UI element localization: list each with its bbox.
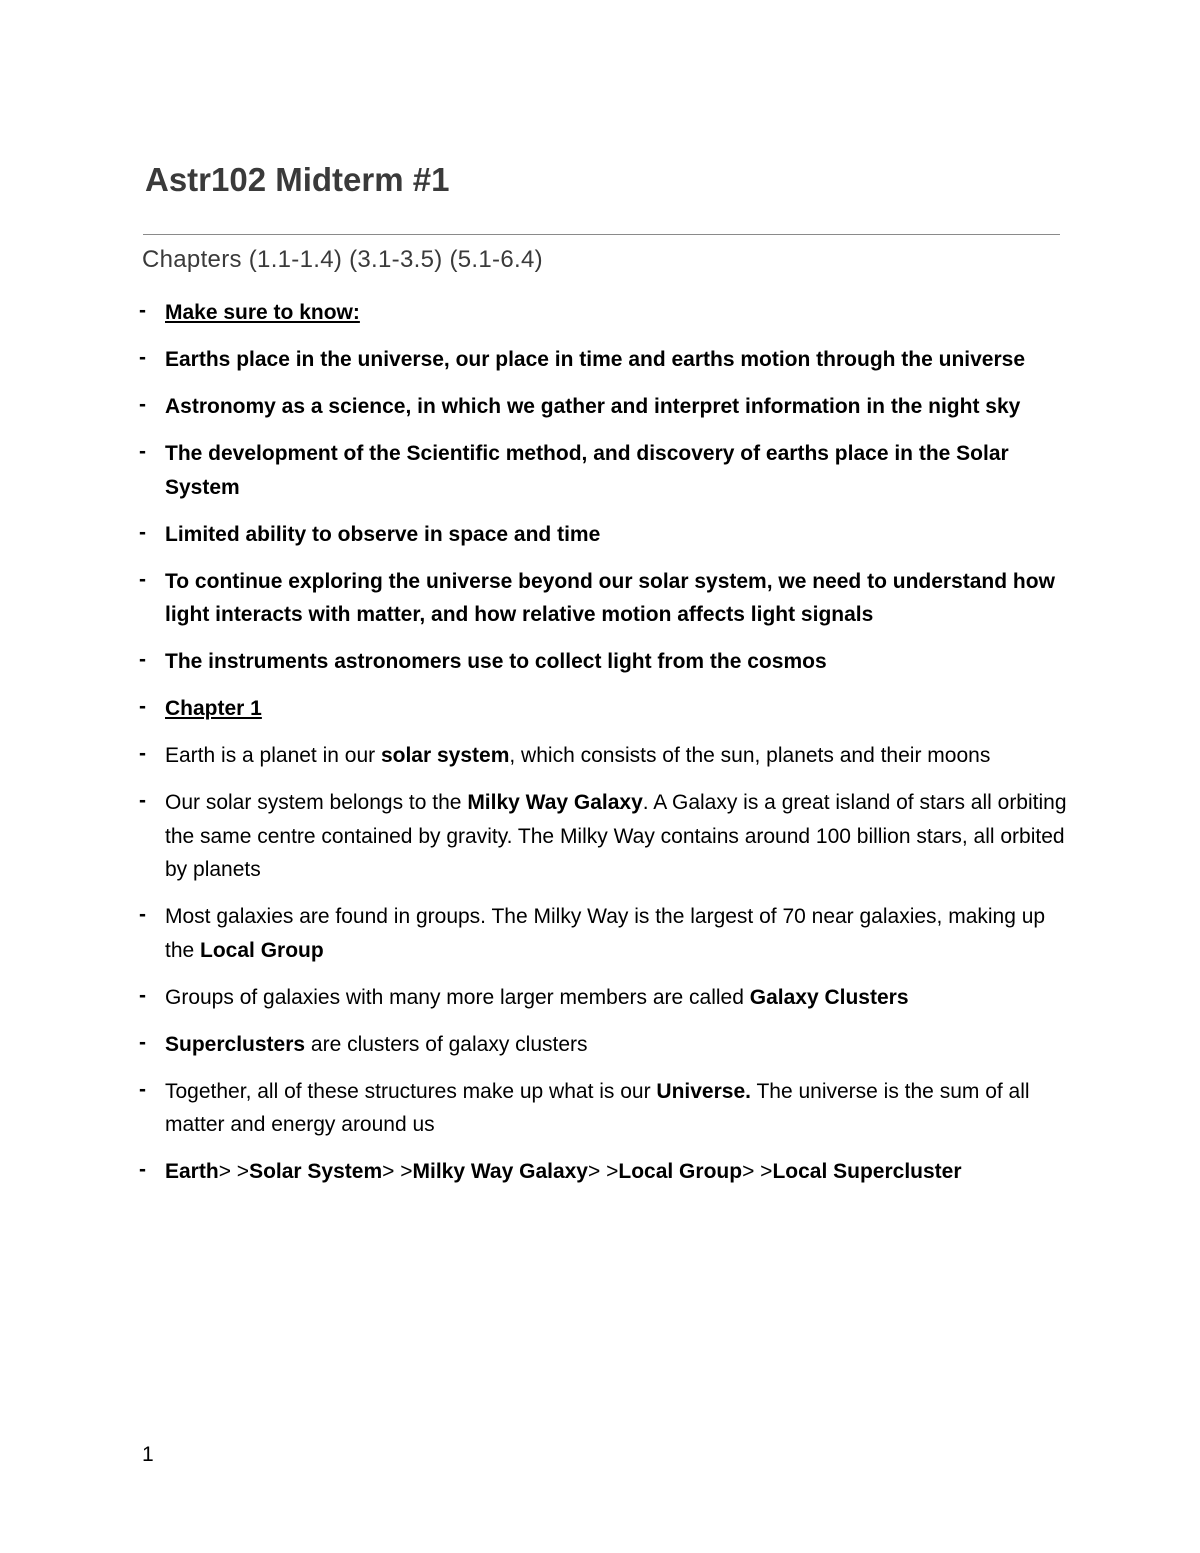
bullet-dash: - bbox=[139, 440, 146, 463]
list-item bbox=[0, 786, 1200, 887]
list-item-text: Local Supercluster bbox=[772, 1160, 962, 1183]
bullet-dash: - bbox=[139, 742, 146, 765]
list-item-text: Solar System bbox=[249, 1160, 383, 1183]
bullet-dash: - bbox=[139, 648, 146, 671]
list-item-text: The development of the Scientific method, and discovery of earths place in the Solar System bbox=[165, 442, 1009, 499]
list-item-text: > > bbox=[382, 1160, 413, 1183]
list-item-text: The universe is the sum of all matter and energy around us bbox=[165, 1079, 1030, 1136]
bullet-dash: - bbox=[139, 903, 146, 926]
list-item bbox=[0, 1075, 1200, 1142]
page-title: Astr102 Midterm #1 bbox=[145, 161, 450, 198]
list-item-text: Together, all of these structures make up what is our bbox=[165, 1079, 657, 1103]
bullet-dash: - bbox=[139, 1077, 146, 1101]
list-item bbox=[0, 739, 1200, 773]
list-item-text: > > bbox=[588, 1160, 619, 1183]
bullet-dash: - bbox=[139, 393, 146, 416]
page-number: 1 bbox=[142, 1443, 154, 1466]
list-item bbox=[0, 1028, 1200, 1062]
list-item-text: Universe. bbox=[656, 1079, 751, 1103]
list-item-text: Earths place in the universe, our place in time and earths motion through the universe bbox=[165, 348, 1026, 371]
list-item-text: > > bbox=[218, 1160, 250, 1183]
list-item bbox=[0, 437, 1200, 504]
bullet-dash: - bbox=[139, 346, 146, 369]
list-item-text: Local Group bbox=[618, 1160, 743, 1183]
list-item-text: Earth bbox=[165, 1160, 219, 1183]
notes-list bbox=[0, 296, 1200, 1202]
list-item-text: Milky Way Galaxy bbox=[412, 1160, 588, 1183]
list-item-text: are clusters of galaxy clusters bbox=[305, 1032, 588, 1056]
bullet-dash: - bbox=[139, 567, 146, 591]
list-item-text: Local Group bbox=[200, 938, 324, 962]
list-item-text: , which consists of the sun, planets and their moons bbox=[509, 744, 991, 767]
list-item bbox=[0, 645, 1200, 679]
list-item-text: Milky Way Galaxy bbox=[467, 791, 643, 814]
list-item-text: Make sure to know: bbox=[165, 301, 360, 324]
list-item bbox=[0, 692, 1200, 726]
bullet-dash: - bbox=[139, 695, 146, 718]
list-item bbox=[0, 390, 1200, 424]
title-divider bbox=[143, 234, 1060, 235]
list-item-text: > > bbox=[742, 1160, 773, 1183]
list-item-text: Astronomy as a science, in which we gather and interpret information in the night sky bbox=[165, 395, 1021, 418]
bullet-dash: - bbox=[139, 520, 146, 544]
list-item-text: Earth is a planet in our bbox=[165, 744, 381, 767]
bullet-dash: - bbox=[139, 299, 146, 322]
list-item bbox=[0, 343, 1200, 377]
list-item bbox=[0, 565, 1200, 632]
list-item bbox=[0, 1155, 1200, 1189]
list-item-text: Galaxy Clusters bbox=[749, 985, 909, 1009]
list-item-text: Limited ability to observe in space and time bbox=[165, 522, 601, 546]
list-item bbox=[0, 296, 1200, 330]
list-item bbox=[0, 981, 1200, 1015]
list-item-text: Our solar system belongs to the bbox=[165, 791, 468, 814]
list-item-text: solar system bbox=[380, 744, 510, 767]
bullet-dash: - bbox=[139, 1030, 146, 1054]
chapters-subtitle: Chapters (1.1-1.4) (3.1-3.5) (5.1-6.4) bbox=[142, 246, 543, 273]
list-item-text: . A Galaxy is a great island of stars all orbiting the same centre contained by gravity. The Milky Way contains around 100 billion stars, all orbited by planets bbox=[165, 791, 1067, 881]
list-item-text: To continue exploring the universe beyond our solar system, we need to understand how light interacts with matter, and how relative motion affects light signals bbox=[165, 569, 1055, 626]
list-item-text: The instruments astronomers use to collect light from the cosmos bbox=[165, 650, 827, 673]
list-item-text: Groups of galaxies with many more larger members are called bbox=[165, 985, 750, 1009]
bullet-dash: - bbox=[139, 983, 146, 1007]
bullet-dash: - bbox=[139, 789, 146, 812]
bullet-dash: - bbox=[139, 1158, 146, 1181]
list-item-text: Most galaxies are found in groups. The Milky Way is the largest of 70 near galaxies, making up the bbox=[165, 905, 1046, 962]
list-item bbox=[0, 900, 1200, 967]
list-item-text: Chapter 1 bbox=[165, 697, 262, 720]
list-item-text: Superclusters bbox=[165, 1032, 306, 1056]
list-item bbox=[0, 518, 1200, 552]
